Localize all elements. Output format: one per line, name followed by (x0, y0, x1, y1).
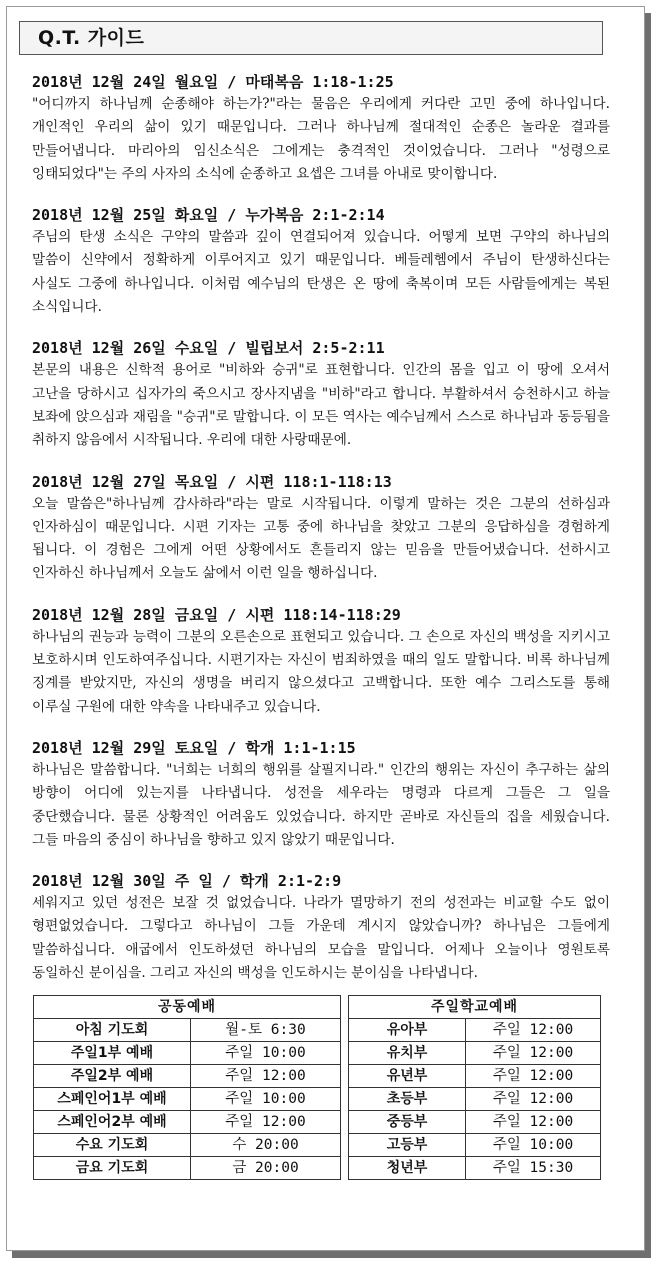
column-divider (341, 1088, 349, 1111)
department-time: 주일 12:00 (466, 1088, 601, 1111)
department-time: 주일 10:00 (466, 1134, 601, 1157)
qt-entry (32, 205, 610, 319)
column-divider (341, 1134, 349, 1157)
schedule-row (34, 1019, 601, 1042)
service-time: 주일 12:00 (191, 1111, 341, 1134)
department-time: 주일 15:30 (466, 1157, 601, 1180)
qt-entry (32, 338, 610, 452)
qt-entry-body: "어디까지 하나님께 순종해야 하는가?"라는 물음은 우리에게 커다란 고민 중에 하나입니다. 개인적인 우리의 삶이 있기 때문입니다. 그러나 하나님께 절대적인 순종은 놀라운 결과를 만들어냅니다. 마리아의 임신소식은 그에게는 충격적인 것이었습니다. 그러나 "성령으로 잉태되었다"는 주의 사자의 소식에 순종하고 요셉은 그녀를 아내로 맞이합니다. (32, 96, 610, 182)
qt-entry (32, 871, 610, 985)
column-divider (341, 1157, 349, 1180)
schedule-row (34, 1065, 601, 1088)
qt-entry-body: 세워지고 있던 성전은 보잘 것 없었습니다. 나라가 멸망하기 전의 성전과는 비교할 수도 없이 형편없었습니다. 그렇다고 하나님이 그들 가운데 계시지 않았습니까? 하나님은 그들에게 말씀하십니다. 애굽에서 인도하셨던 하나님의 모습을 말입니다. 어제나 오늘이나 영원토록 동일하신 분이심을. 그리고 자신의 백성을 인도하시는 분이심을 나타냅니다. (32, 895, 610, 982)
qt-entry-body: 하나님의 권능과 능력이 그분의 오른손으로 표현되고 있습니다. 그 손으로 자신의 백성을 지키시고 보호하시며 인도하여주십니다. 시편기자는 자신이 범죄하였을 때의 일도 말합니다. 비록 하나님께 징계를 받았지만, 자신의 생명을 버리지 않으셨다고 고백합니다. 또한 예수 그리스도를 통해 이루실 구원에 대한 약속을 나타내주고 있습니다. (32, 628, 610, 715)
schedule-row (34, 1134, 601, 1157)
service-time: 월-토 6:30 (191, 1019, 341, 1042)
qt-entry (32, 605, 610, 719)
schedule-header-row (34, 996, 601, 1019)
department-time: 주일 12:00 (466, 1019, 601, 1042)
department-name: 유치부 (349, 1042, 466, 1065)
schedule-row (34, 1157, 601, 1180)
department-name: 중등부 (349, 1111, 466, 1134)
service-name: 아침 기도회 (34, 1019, 191, 1042)
qt-entry (32, 472, 610, 586)
qt-entry-body: 본문의 내용은 신학적 용어로 "비하와 승귀"로 표현합니다. 인간의 몸을 입고 이 땅에 오셔서 고난을 당하시고 십자가의 죽으시고 장사지냄을 "비하"라고 합니다. 부활하셔서 승천하시고 하늘 보좌에 앉으심과 재림을 "승귀"로 말합니다. 이 모든 역사는 예수님께서 스스로 하나님과 동등됨을 취하지 않음에서 시작됩니다. 우리에 대한 사랑때문에. (32, 362, 610, 449)
schedule-row (34, 1111, 601, 1134)
service-time: 주일 10:00 (191, 1042, 341, 1065)
qt-entry-body: 오늘 말씀은"하나님께 감사하라"라는 말로 시작됩니다. 이렇게 말하는 것은 그분의 선하심과 인자하심이 때문입니다. 시편 기자는 고통 중에 하나님을 찾았고 그분의 응답하심을 경험하게 됩니다. 이 경험은 그에게 어떤 상황에서도 흔들리지 않는 믿음을 만들어냈습니다. 선하시고 인자하신 하나님께서 오늘도 삶에서 이런 일을 행하십니다. (32, 495, 610, 582)
service-name: 수요 기도회 (34, 1134, 191, 1157)
column-divider (341, 1111, 349, 1134)
service-name: 주일1부 예배 (34, 1042, 191, 1065)
service-name: 스페인어2부 예배 (34, 1111, 191, 1134)
qt-entry-title: 2018년 12월 25일 화요일 / 누가복음 2:1-2:14 (32, 206, 385, 225)
service-name: 스페인어1부 예배 (34, 1088, 191, 1111)
department-time: 주일 12:00 (466, 1065, 601, 1088)
column-divider (341, 1042, 349, 1065)
qt-entry-title: 2018년 12월 27일 목요일 / 시편 118:1-118:13 (32, 472, 392, 491)
page-title: Q.T. 가이드 (19, 21, 603, 55)
department-name: 유아부 (349, 1019, 466, 1042)
service-time: 수 20:00 (191, 1134, 341, 1157)
worship-schedule-table (33, 995, 601, 1180)
qt-entry-title: 2018년 12월 30일 주 일 / 학개 2:1-2:9 (32, 872, 342, 891)
qt-entry-title: 2018년 12월 28일 금요일 / 시편 118:14-118:29 (32, 605, 401, 624)
schedule-row (34, 1088, 601, 1111)
department-name: 청년부 (349, 1157, 466, 1180)
service-time: 주일 10:00 (191, 1088, 341, 1111)
qt-entry-list (32, 72, 610, 1004)
department-name: 초등부 (349, 1088, 466, 1111)
column-divider (341, 996, 349, 1019)
department-time: 주일 12:00 (466, 1042, 601, 1065)
qt-entry-body: 하나님은 말씀합니다. "너희는 너희의 행위를 살필지니라." 인간의 행위는 자신이 추구하는 삶의 방향이 어디에 있는지를 나타냅니다. 성전을 세우라는 명령과 다르게 그들은 그 일을 중단했습니다. 물론 상황적인 어려움도 있었습니다. 하지만 곧바로 자신들의 집을 세웠습니다. 그들 마음의 중심이 하나님을 향하고 있지 않았기 때문입니다. (32, 761, 610, 848)
service-time: 금 20:00 (191, 1157, 341, 1180)
department-time: 주일 12:00 (466, 1111, 601, 1134)
sunday-school-header: 주일학교예배 (349, 996, 601, 1019)
qt-entry-title: 2018년 12월 26일 수요일 / 빌립보서 2:5-2:11 (32, 339, 385, 358)
department-name: 고등부 (349, 1134, 466, 1157)
department-name: 유년부 (349, 1065, 466, 1088)
qt-entry-title: 2018년 12월 29일 토요일 / 학개 1:1-1:15 (32, 738, 356, 757)
service-name: 주일2부 예배 (34, 1065, 191, 1088)
qt-entry-title: 2018년 12월 24일 월요일 / 마태복음 1:18-1:25 (32, 73, 394, 91)
service-time: 주일 12:00 (191, 1065, 341, 1088)
qt-entry (32, 72, 610, 186)
column-divider (341, 1065, 349, 1088)
qt-entry-body: 주님의 탄생 소식은 구약의 말씀과 깊이 연결되어져 있습니다. 어떻게 보면 구약의 하나님의 말씀이 신약에서 정확하게 이루어지고 있기 때문입니다. 베들레헴에서 주님이 탄생하신다는 사실도 그중에 하나입니다. 이처럼 예수님의 탄생은 온 땅에 축복이며 모든 사람들에게는 복된 소식입니다. (32, 229, 610, 316)
schedule-row (34, 1042, 601, 1065)
qt-entry (32, 738, 610, 852)
common-worship-header: 공동예배 (34, 996, 341, 1019)
column-divider (341, 1019, 349, 1042)
service-name: 금요 기도회 (34, 1157, 191, 1180)
